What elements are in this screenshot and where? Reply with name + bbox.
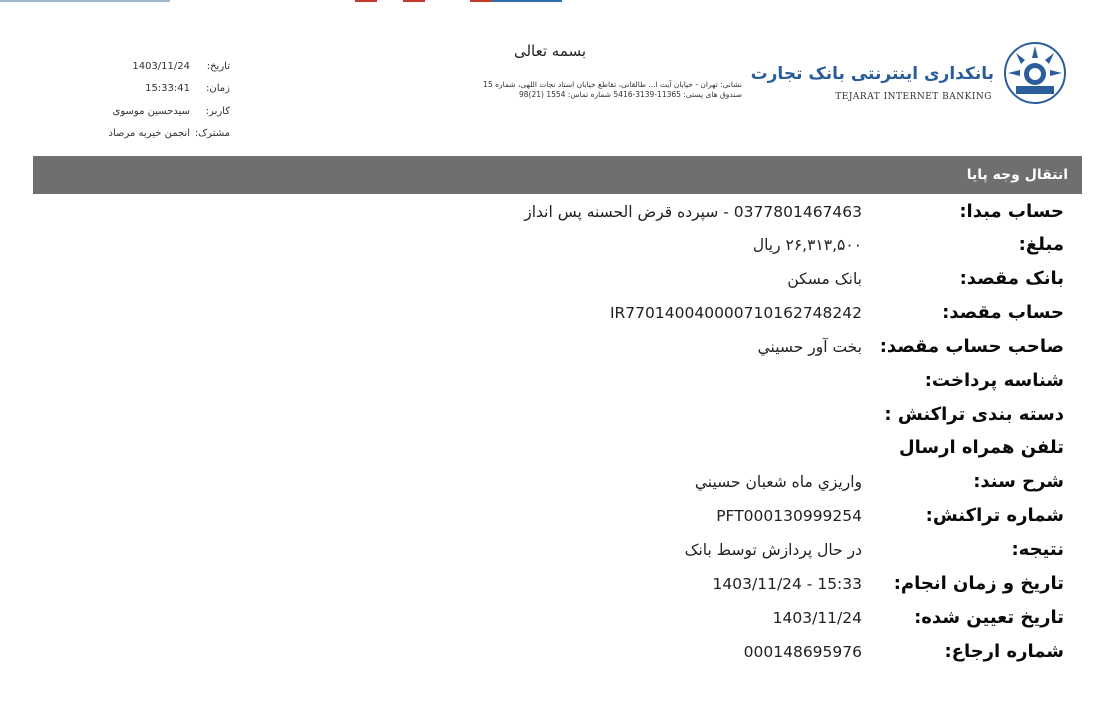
meta-time [0, 83, 230, 99]
row-label: مبلغ: [1018, 234, 1064, 255]
address-line: نشانی: تهران - خیابان آیت ا... طالقانی، تقاطع خیابان استاد نجات اللهی، شماره 15 [483, 80, 742, 89]
row-label: شماره ارجاع: [944, 641, 1064, 662]
bank-name-en: TEJARAT INTERNET BANKING [835, 92, 992, 102]
row-label: دسته بندی تراکنش : [884, 404, 1064, 425]
meta-date-label: تاریخ: [206, 61, 230, 72]
bank-logo [750, 40, 1068, 110]
row-label: شرح سند: [973, 471, 1064, 492]
top-color-strip [0, 0, 1102, 3]
meta-customer-value: انجمن خیریه مرصاد [108, 128, 190, 139]
meta-user [0, 106, 230, 122]
row-destination-bank [0, 268, 1102, 296]
row-payment-id [0, 370, 1102, 398]
bank-emblem-icon [1002, 40, 1068, 106]
row-destination-owner [0, 336, 1102, 364]
row-value: 0377801467463 - سپرده قرض الحسنه پس انداز [524, 203, 862, 221]
row-value: 1403/11/24 - 15:33 [712, 575, 862, 593]
row-label: شناسه پرداخت: [924, 370, 1064, 391]
row-destination-account [0, 302, 1102, 330]
meta-date-value: 1403/11/24 [132, 61, 190, 72]
row-value: PFT000130999254 [716, 507, 862, 525]
row-mobile [0, 437, 1102, 465]
bismillah-heading: بسمه تعالی [513, 42, 587, 60]
row-description [0, 471, 1102, 499]
row-amount [0, 234, 1102, 262]
row-value: در حال پردازش توسط بانک [684, 541, 862, 559]
row-transaction-category [0, 404, 1102, 432]
row-transaction-number [0, 505, 1102, 533]
row-label: تاریخ تعیین شده: [914, 607, 1064, 628]
meta-user-value: سیدحسین موسوی [112, 106, 190, 117]
row-value: واريزي ماه شعبان حسيني [694, 473, 862, 491]
row-value: بخت آور حسيني [757, 338, 862, 356]
row-label: نتیجه: [1011, 539, 1064, 560]
row-result [0, 539, 1102, 567]
row-reference-number [0, 641, 1102, 669]
row-label: حساب مقصد: [942, 302, 1064, 323]
row-label: حساب مبدا: [959, 201, 1064, 222]
row-label: تلفن همراه ارسال [899, 437, 1064, 458]
row-label: شماره تراکنش: [925, 505, 1064, 526]
meta-time-value: 15:33:41 [145, 83, 190, 94]
row-label: صاحب حساب مقصد: [879, 336, 1064, 357]
row-value: 1403/11/24 [772, 609, 862, 627]
section-title-bar [33, 156, 1082, 194]
row-source-account [0, 201, 1102, 229]
row-execution-datetime [0, 573, 1102, 601]
meta-customer-label: مشترک: [194, 128, 230, 139]
meta-customer [0, 128, 230, 144]
bank-name-fa: بانکداری اینترنتی بانک تجارت [750, 64, 994, 84]
meta-user-label: کاربر: [205, 106, 230, 117]
meta-date [0, 61, 230, 77]
row-value: ۲۶,۳۱۳,۵۰۰ ریال [752, 236, 862, 254]
section-title: انتقال وجه پایا [966, 167, 1068, 183]
meta-time-label: زمان: [206, 83, 230, 94]
row-label: تاریخ و زمان انجام: [893, 573, 1064, 594]
row-scheduled-date [0, 607, 1102, 635]
row-value: IR770140040000710162748242 [609, 304, 862, 322]
row-value: 000148695976 [743, 643, 862, 661]
row-label: بانک مقصد: [959, 268, 1064, 289]
row-value: بانک مسکن [787, 270, 862, 288]
contact-line: صندوق های پستی: 11365-3139-5416 شماره تماس: 1554 (21)98 [518, 90, 742, 99]
